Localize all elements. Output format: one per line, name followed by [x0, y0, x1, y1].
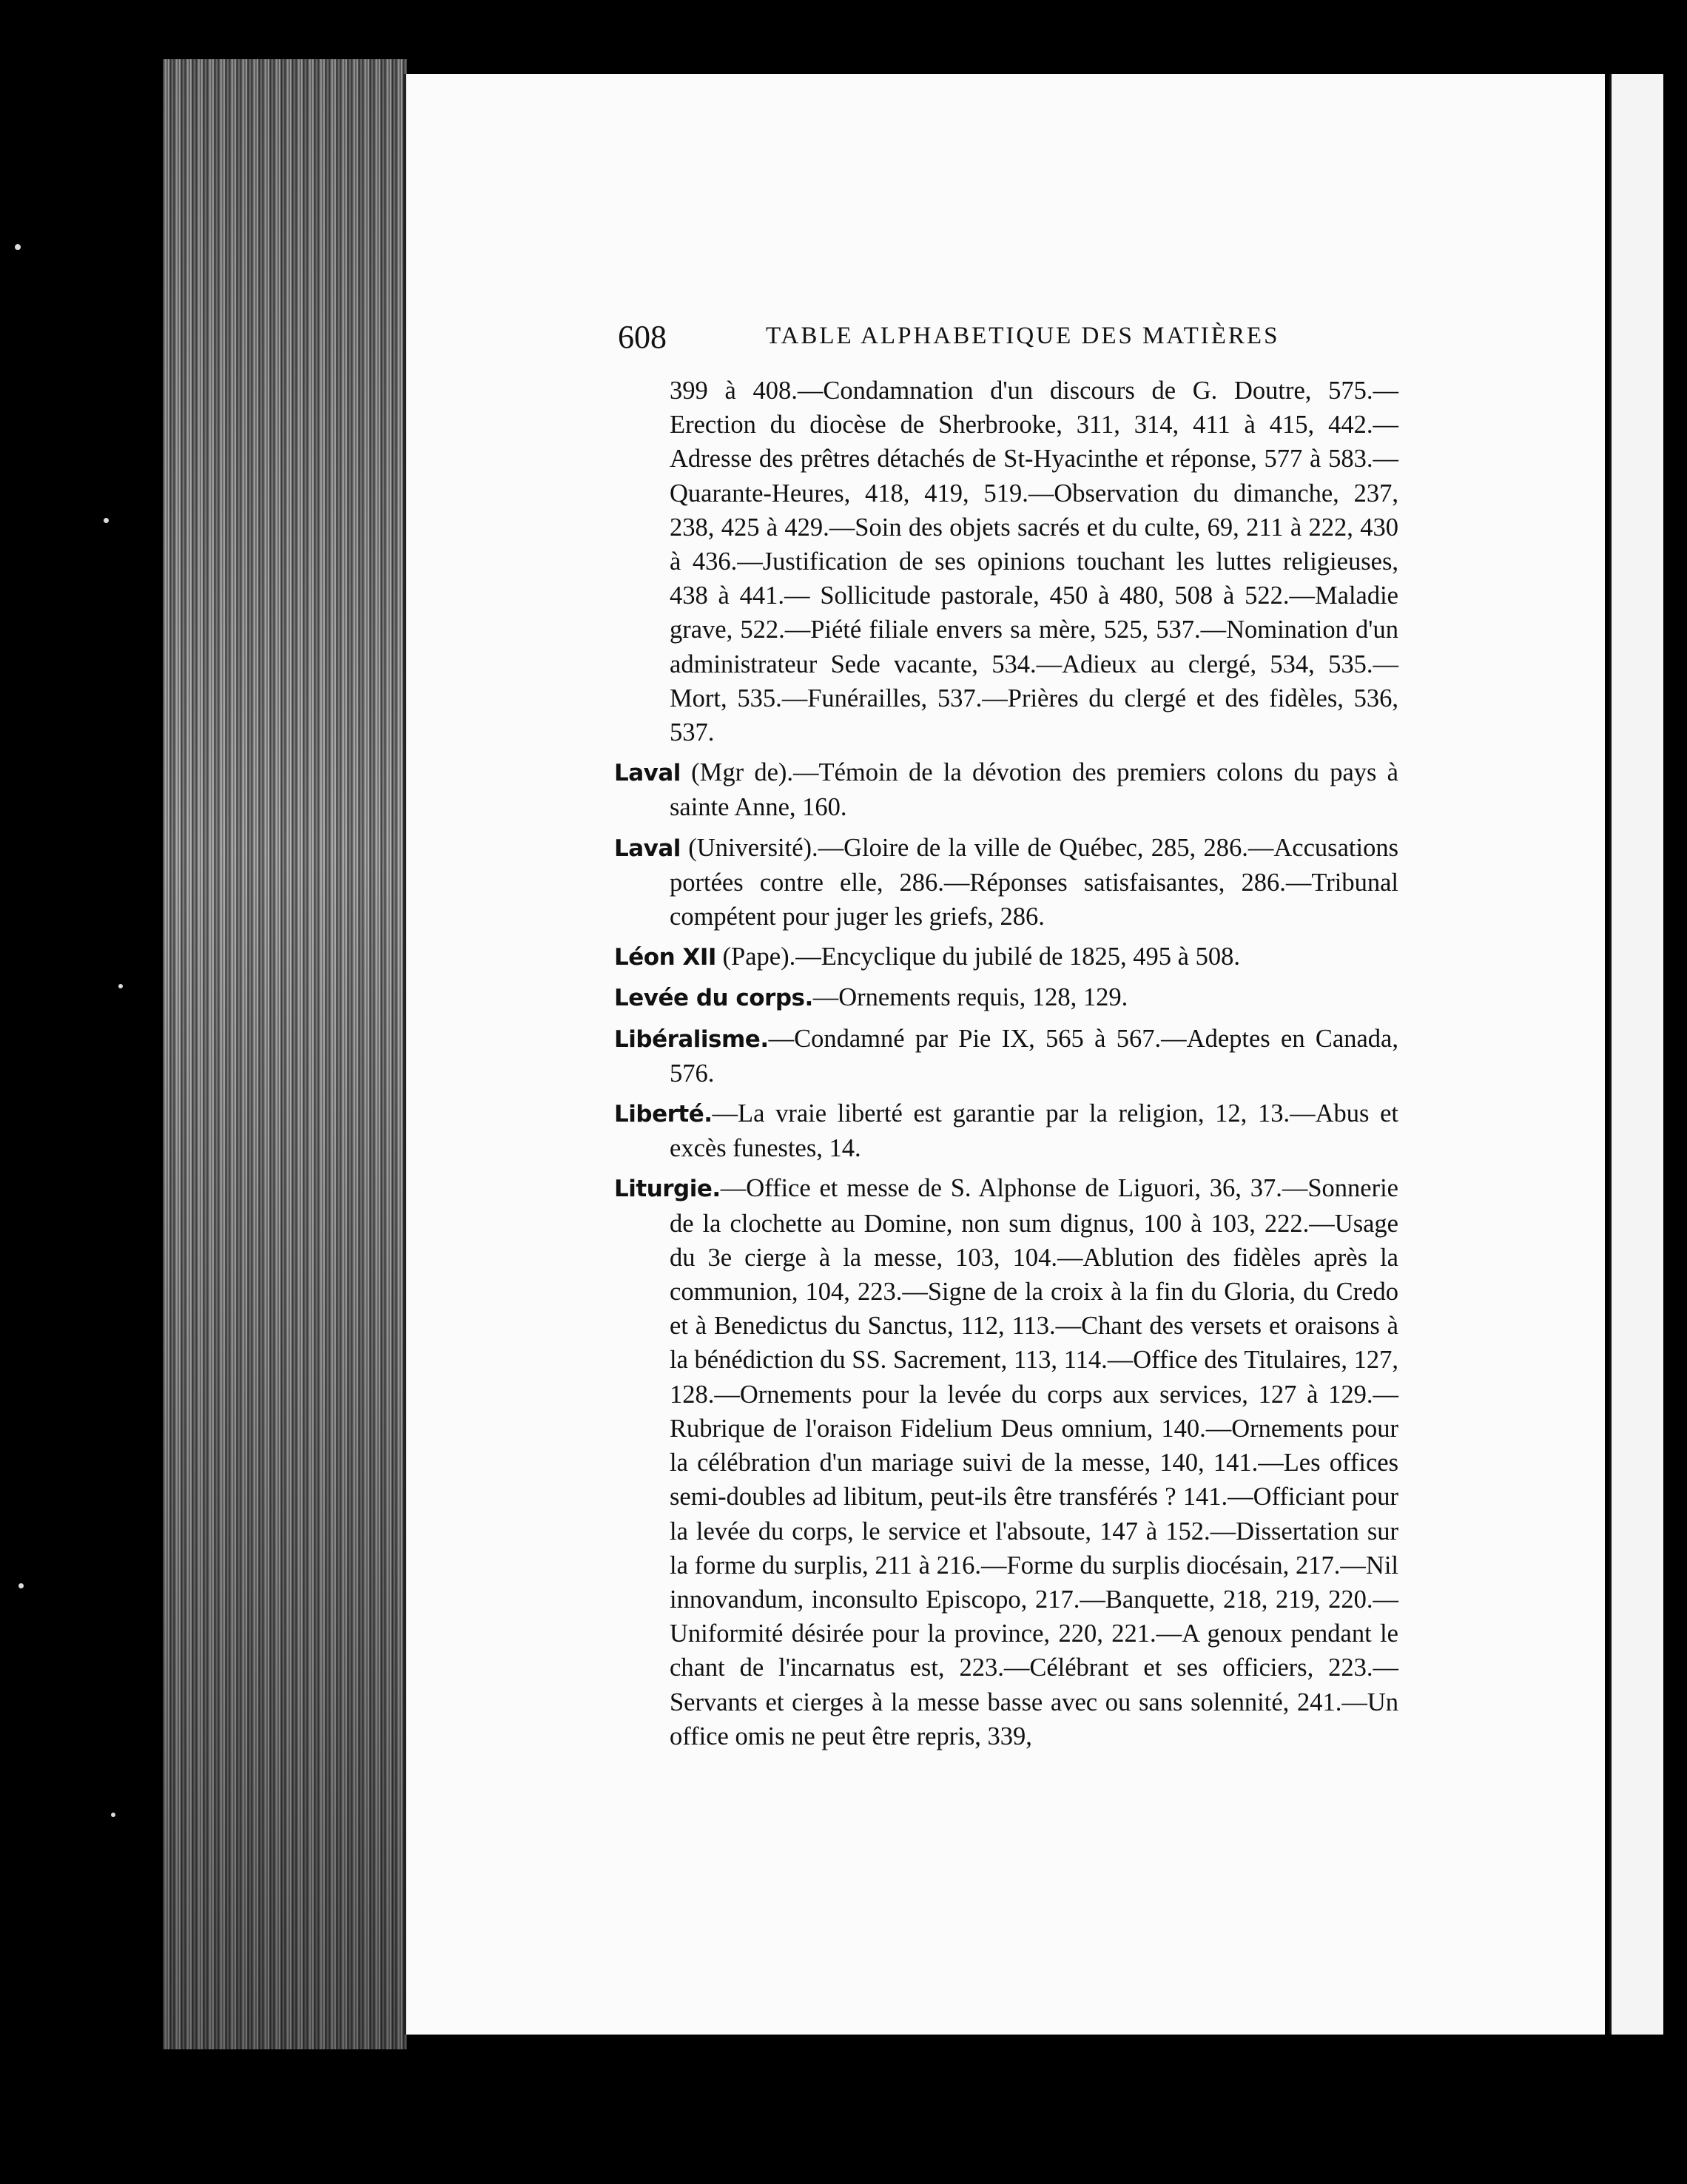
entry-text: (Université).—Gloire de la ville de Québec, 285, 286.—Accusations portées contre elle, 286.—Réponses satisfaisantes, 286.—Tribunal compétent pour juger les griefs, 286.	[670, 833, 1398, 931]
book-edge-shadow	[163, 59, 407, 2049]
scan-speck	[15, 244, 21, 250]
headword: Léon XII	[614, 944, 716, 971]
entry-text: —Condamné par Pie IX, 565 à 567.—Adeptes en Canada, 576.	[670, 1024, 1398, 1088]
headword: Liberté.	[614, 1101, 713, 1128]
index-entry-laval-universite	[614, 831, 1398, 934]
index-entry-liberalisme	[614, 1022, 1398, 1091]
page-number: 608	[618, 319, 667, 355]
headword: Libéralisme.	[614, 1025, 769, 1053]
index-entry-leon-xii	[614, 940, 1398, 974]
facing-page-edge	[1609, 74, 1663, 2035]
headword: Liturgie.	[614, 1176, 721, 1203]
scan-speck	[18, 1583, 24, 1588]
scan-speck	[104, 518, 109, 523]
entry-text: —La vraie liberté est garantie par la religion, 12, 13.—Abus et excès funestes, 14.	[670, 1099, 1398, 1163]
index-content	[614, 374, 1398, 1753]
entry-text: (Pape).—Encyclique du jubilé de 1825, 495 à 508.	[715, 943, 1240, 971]
entry-text: (Mgr de).—Témoin de la dévotion des premiers colons du pays à sainte Anne, 160.	[670, 758, 1398, 822]
index-entry-liberte	[614, 1096, 1398, 1165]
scan-speck	[118, 984, 123, 988]
running-head-title: TABLE ALPHABETIQUE DES MATIÈRES	[766, 323, 1280, 349]
index-entry-liturgie	[614, 1171, 1398, 1753]
headword: Laval	[614, 760, 681, 787]
entry-text: —Ornements requis, 128, 129.	[812, 983, 1128, 1012]
headword: Levée du corps.	[614, 985, 813, 1012]
index-entry-levee-du-corps	[614, 980, 1398, 1015]
running-head	[618, 318, 1443, 363]
headword: Laval	[614, 835, 681, 862]
continuation-text: 399 à 408.—Condamnation d'un discours de G. Doutre, 575.—Erection du diocèse de Sherbrooke, 311, 314, 411 à 415, 442.—Adresse des prêtres détachés de St-Hyacinthe et réponse, 577 à 583.—Quarante-Heures, 418, 419, 519.—Observation du dimanche, 237, 238, 425 à 429.—Soin des objets sacrés et du culte, 69, 211 à 222, 430 à 436.—Justification de ses opinions touchant les luttes religieuses, 438 à 441.— Sollicitude pastorale, 450 à 480, 508 à 522.—Maladie grave, 522.—Piété filiale envers sa mère, 525, 537.—Nomination d'un administrateur Sede vacante, 534.—Adieux au clergé, 534, 535.— Mort, 535.—Funérailles, 537.—Prières du clergé et des fidèles, 536, 537.	[670, 377, 1398, 747]
entry-text: —Office et messe de S. Alphonse de Liguori, 36, 37.—Sonnerie de la clochette au Domine, non sum dignus, 100 à 103, 222.—Usage du 3e cierge à la messe, 103, 104.—Ablution des fidèles après la communion, 104, 223.—Signe de la croix à la fin du Gloria, du Credo et à Benedictus du Sanctus, 112, 113.—Chant des versets et oraisons à la bénédiction du SS. Sacrement, 113, 114.—Office des Titulaires, 127, 128.—Ornements pour la levée du corps aux services, 127 à 129.—Rubrique de l'oraison Fidelium Deus omnium, 140.—Ornements pour la célébration d'un mariage suivi de la messe, 140, 141.—Les offices semi-doubles ad libitum, peut-ils être transférés ? 141.—Officiant pour la levée du corps, le service et l'absoute, 147 à 152.—Dissertation sur la forme du surplis, 211 à 216.—Forme du surplis diocésain, 217.—Nil innovandum, inconsulto Episcopo, 217.—Banquette, 218, 219, 220.—Uniformité désirée pour la province, 220, 221.—A genoux pendant le chant de l'incarnatus est, 223.—Célébrant et ses officiers, 223.—Servants et cierges à la messe basse avec ou sans solennité, 241.—Un office omis ne peut être repris, 339,	[670, 1174, 1398, 1750]
scan-speck	[111, 1813, 115, 1817]
index-entry-laval-mgr	[614, 755, 1398, 824]
